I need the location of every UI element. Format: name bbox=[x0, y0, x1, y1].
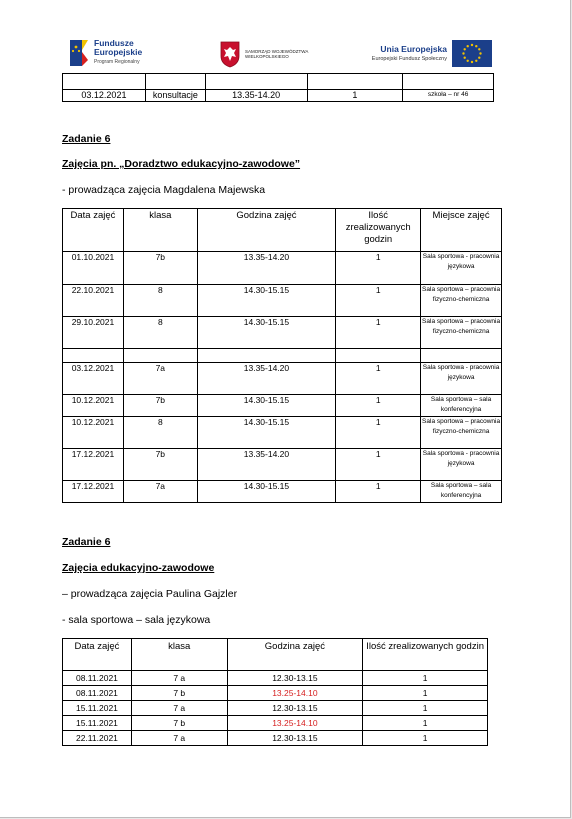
section2-table bbox=[62, 638, 488, 746]
table-row bbox=[63, 90, 494, 102]
table-row bbox=[63, 671, 488, 686]
table-row bbox=[63, 285, 502, 317]
table-cell: 08.11.2021 bbox=[63, 686, 132, 701]
table-cell: 1 bbox=[336, 317, 421, 349]
table-header-row bbox=[63, 639, 488, 671]
table-row bbox=[63, 363, 502, 395]
table-row bbox=[63, 317, 502, 349]
table-cell: 10.12.2021 bbox=[63, 417, 124, 449]
table-cell: Sala sportowa – pracownia fizyczno-chemiczna bbox=[421, 285, 502, 317]
table-cell: 10.12.2021 bbox=[63, 395, 124, 417]
column-header: klasa bbox=[123, 209, 197, 252]
table-cell bbox=[63, 349, 124, 363]
table-cell: 1 bbox=[363, 686, 488, 701]
section2-title: Zadanie 6 bbox=[62, 536, 111, 548]
section2-place: - sala sportowa – sala językowa bbox=[62, 614, 211, 626]
table-cell: 7b bbox=[123, 252, 197, 285]
table-cell: 01.10.2021 bbox=[63, 252, 124, 285]
table-cell: 1 bbox=[336, 481, 421, 503]
table-cell: 8 bbox=[123, 317, 197, 349]
table-cell: 12.30-13.15 bbox=[227, 671, 363, 686]
table-row bbox=[63, 252, 502, 285]
table-cell: 13.35-14.20 bbox=[197, 252, 336, 285]
table-cell: 14.30-15.15 bbox=[197, 417, 336, 449]
table-cell: Sala sportowa – sala konferencyjna bbox=[421, 481, 502, 503]
fe-logo-text-1: Fundusze bbox=[94, 38, 134, 48]
wielkopolska-logo bbox=[219, 40, 319, 70]
table-row bbox=[63, 74, 494, 90]
table-row bbox=[63, 686, 488, 701]
table-cell: Sala sportowa – pracownia fizyczno-chemiczna bbox=[421, 317, 502, 349]
fundusze-europejskie-logo bbox=[68, 38, 178, 70]
table-cell: 1 bbox=[363, 701, 488, 716]
table-cell: 03.12.2021 bbox=[63, 363, 124, 395]
wlkp-logo-text-1: SAMORZĄD WOJEWÓDZTWA bbox=[245, 49, 309, 54]
column-header: Ilość zrealizowanych godzin bbox=[336, 209, 421, 252]
table-row bbox=[63, 395, 502, 417]
section2-teacher: – prowadząca zajęcia Paulina Gajzler bbox=[62, 588, 238, 600]
section1-teacher: - prowadząca zajęcia Magdalena Majewska bbox=[62, 184, 266, 196]
table-cell: 13.35-14.20 bbox=[197, 449, 336, 481]
table-cell: 13.35-14.20 bbox=[205, 90, 307, 102]
table-cell: 15.11.2021 bbox=[63, 716, 132, 731]
table-row bbox=[63, 449, 502, 481]
table-cell-highlighted: 13.25-14.10 bbox=[227, 716, 363, 731]
table-cell: 22.11.2021 bbox=[63, 731, 132, 746]
table-cell bbox=[197, 349, 336, 363]
table-cell: Sala sportowa – sala konferencyjna bbox=[421, 395, 502, 417]
table-cell: Sala sportowa - pracownia językowa bbox=[421, 363, 502, 395]
table-cell: 8 bbox=[123, 285, 197, 317]
table-cell: 03.12.2021 bbox=[63, 90, 146, 102]
wlkp-logo-text-2: WIELKOPOLSKIEGO bbox=[245, 54, 289, 59]
ue-logo-text-1: Unia Europejska bbox=[380, 44, 447, 54]
table-cell: 13.35-14.20 bbox=[197, 363, 336, 395]
table-cell: 1 bbox=[363, 731, 488, 746]
table-cell: 1 bbox=[336, 285, 421, 317]
table-cell: 7 a bbox=[131, 671, 227, 686]
table-cell: 12.30-13.15 bbox=[227, 701, 363, 716]
table-row bbox=[63, 481, 502, 503]
fe-logo-icon bbox=[68, 38, 90, 68]
fe-logo-text-2: Europejskie bbox=[94, 47, 143, 57]
column-header: Godzina zajęć bbox=[227, 639, 363, 671]
table-cell: 1 bbox=[363, 716, 488, 731]
eu-flag-icon bbox=[452, 40, 492, 67]
page-header bbox=[0, 34, 570, 74]
table-cell: 7 b bbox=[131, 686, 227, 701]
table-cell: 14.30-15.15 bbox=[197, 285, 336, 317]
table-row bbox=[63, 349, 502, 363]
column-header: Data zajęć bbox=[63, 639, 132, 671]
table-cell: 7 b bbox=[131, 716, 227, 731]
section1-table bbox=[62, 208, 502, 503]
section1-subtitle: Zajęcia pn. „Doradztwo edukacyjno-zawodowe” bbox=[62, 158, 301, 170]
table-cell: szkoła – nr 46 bbox=[403, 90, 494, 102]
table-row bbox=[63, 417, 502, 449]
table-cell: 7 a bbox=[131, 701, 227, 716]
table-cell-highlighted: 13.25-14.10 bbox=[227, 686, 363, 701]
table-row bbox=[63, 701, 488, 716]
unia-europejska-logo bbox=[357, 40, 492, 70]
column-header: Ilość zrealizowanych godzin bbox=[363, 639, 488, 671]
column-header: Godzina zajęć bbox=[197, 209, 336, 252]
previous-table-fragment bbox=[62, 73, 494, 102]
table-cell: 14.30-15.15 bbox=[197, 317, 336, 349]
table-cell: 7a bbox=[123, 363, 197, 395]
table-cell: Sala sportowa – pracownia fizyczno-chemiczna bbox=[421, 417, 502, 449]
table-cell: 7b bbox=[123, 449, 197, 481]
table-cell bbox=[421, 349, 502, 363]
table-cell: 22.10.2021 bbox=[63, 285, 124, 317]
table-cell: 1 bbox=[336, 449, 421, 481]
column-header: Data zajęć bbox=[63, 209, 124, 252]
table-row bbox=[63, 716, 488, 731]
table-cell: Sala sportowa - pracownia językowa bbox=[421, 252, 502, 285]
section2-subtitle: Zajęcia edukacyjno-zawodowe bbox=[62, 562, 215, 574]
table-cell: 1 bbox=[363, 671, 488, 686]
table-cell: 1 bbox=[336, 417, 421, 449]
column-header: Miejsce zajęć bbox=[421, 209, 502, 252]
table-cell: 17.12.2021 bbox=[63, 481, 124, 503]
table-cell bbox=[336, 349, 421, 363]
table-row bbox=[63, 731, 488, 746]
table-cell: 15.11.2021 bbox=[63, 701, 132, 716]
table-cell: 1 bbox=[307, 90, 403, 102]
table-cell: Sala sportowa - pracownia językowa bbox=[421, 449, 502, 481]
table-cell: 08.11.2021 bbox=[63, 671, 132, 686]
table-cell: 29.10.2021 bbox=[63, 317, 124, 349]
table-cell: 8 bbox=[123, 417, 197, 449]
table-cell: 17.12.2021 bbox=[63, 449, 124, 481]
table-cell bbox=[123, 349, 197, 363]
table-cell: 1 bbox=[336, 252, 421, 285]
table-cell: konsultacje bbox=[145, 90, 205, 102]
table-cell: 7a bbox=[123, 481, 197, 503]
eagle-shield-icon bbox=[219, 40, 241, 68]
table-cell: 7 a bbox=[131, 731, 227, 746]
ue-logo-text-2: Europejski Fundusz Społeczny bbox=[371, 56, 447, 62]
fe-logo-text-3: Program Regionalny bbox=[94, 59, 140, 65]
table-header-row bbox=[63, 209, 502, 252]
table-cell: 1 bbox=[336, 363, 421, 395]
table-cell: 7b bbox=[123, 395, 197, 417]
table-cell: 14.30-15.15 bbox=[197, 395, 336, 417]
section1-title: Zadanie 6 bbox=[62, 133, 111, 145]
column-header: klasa bbox=[131, 639, 227, 671]
table-cell: 14.30-15.15 bbox=[197, 481, 336, 503]
table-cell: 1 bbox=[336, 395, 421, 417]
table-cell: 12.30-13.15 bbox=[227, 731, 363, 746]
